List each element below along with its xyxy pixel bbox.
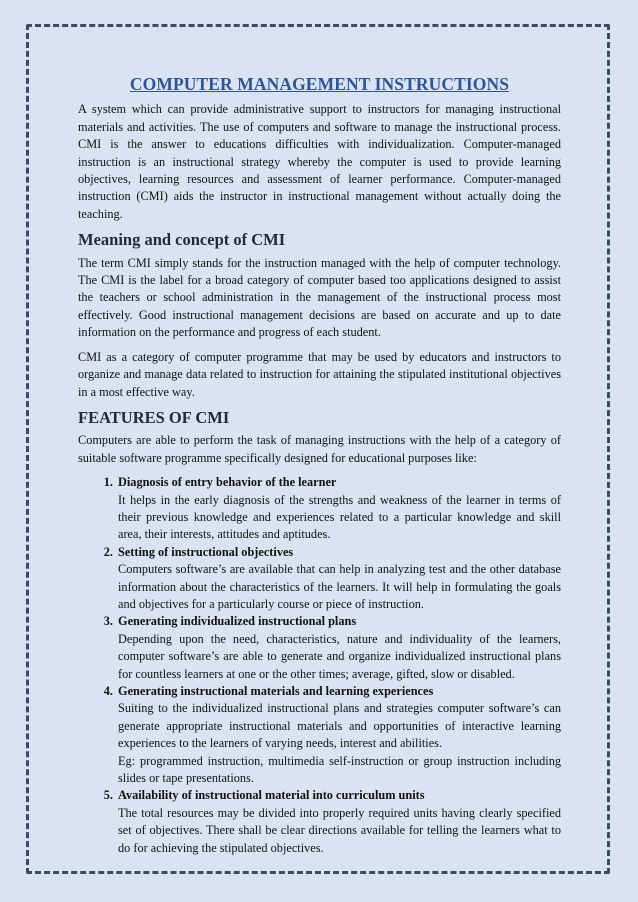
list-item-title: 3. Generating individualized instructional plans [118, 614, 357, 629]
list-item-example: Eg: programmed instruction, multimedia self-instruction or group instruction including slides or tape presentations. [118, 753, 561, 786]
features-list [78, 474, 561, 857]
list-item-body: Suiting to the individualized instructional plans and strategies computer software’s can generate appropriate instructional materials and opportunities of interactive learning experiences to the learners of varying needs, interest and abilities. [118, 701, 561, 751]
list-item-body: The total resources may be divided into properly required units having clearly specified set of objectives. There shall be clear directions available for telling the learners what to do for achieving the stipulated objectives. [118, 805, 561, 855]
meaning-heading: Meaning and concept of CMI [78, 230, 286, 250]
list-item [116, 474, 561, 544]
list-item-body: It helps in the early diagnosis of the strengths and weakness of the learner in terms of their previous knowledge and experiences related to a particular knowledge and skill area, their interests, attitudes and aptitudes. [118, 492, 561, 542]
list-item [116, 544, 561, 614]
list-item-body: Depending upon the need, characteristics, nature and individuality of the learners, computer software’s are able to generate and organize individualized instructional plans for countless learners at one or the other times; average, gifted, slow or disabled. [118, 631, 561, 681]
list-item [116, 683, 561, 787]
intro-paragraph: A system which can provide administrative support to instructors for managing instructional materials and activities. The use of computers and software to manage the instructional process. CMI is the answer to educations difficulties with individualization. Computer-managed instruction is an instructional strategy whereby the computer is used to provide learning objectives, learning resources and assessment of learner performance. Computer-managed instruction (CMI) aids the instructor in instructional management without actually doing the teaching. [78, 102, 561, 221]
meaning-paragraph-2: CMI as a category of computer programme that may be used by educators and instructors to organize and manage data related to instruction for attaining the stipulated institutional objectives in a most effective way. [78, 349, 561, 399]
document-body [78, 76, 561, 857]
list-item-title: 5. Availability of instructional material into curriculum units [118, 788, 425, 803]
list-item [116, 787, 561, 857]
document-title: COMPUTER MANAGEMENT INSTRUCTIONS [129, 74, 510, 94]
list-item-body: Computers software’s are available that can help in analyzing test and the other database information about the characteristics of the learners. It will help in formulating the goals and objectives for a particularly course or piece of instruction. [118, 562, 561, 611]
list-item-title: 2. Setting of instructional objectives [118, 544, 294, 559]
list-item-title: 4. Generating instructional materials and learning experiences [118, 684, 434, 698]
list-item-title: 1. Diagnosis of entry behavior of the learner [118, 475, 337, 490]
meaning-paragraph-1: The term CMI simply stands for the instruction managed with the help of computer technology. The CMI is the label for a broad category of computer based too applications designed to assist the teachers or school administration in the management of the instructional process most effectively. Good instructional management decisions are based on accurate and up to date information on the performance and progress of each student. [78, 255, 561, 340]
list-item [116, 613, 561, 683]
features-intro: Computers are able to perform the task of managing instructions with the help of a category of suitable software programme specifically designed for educational purposes like: [78, 433, 561, 465]
features-heading: FEATURES OF CMI [78, 407, 230, 427]
